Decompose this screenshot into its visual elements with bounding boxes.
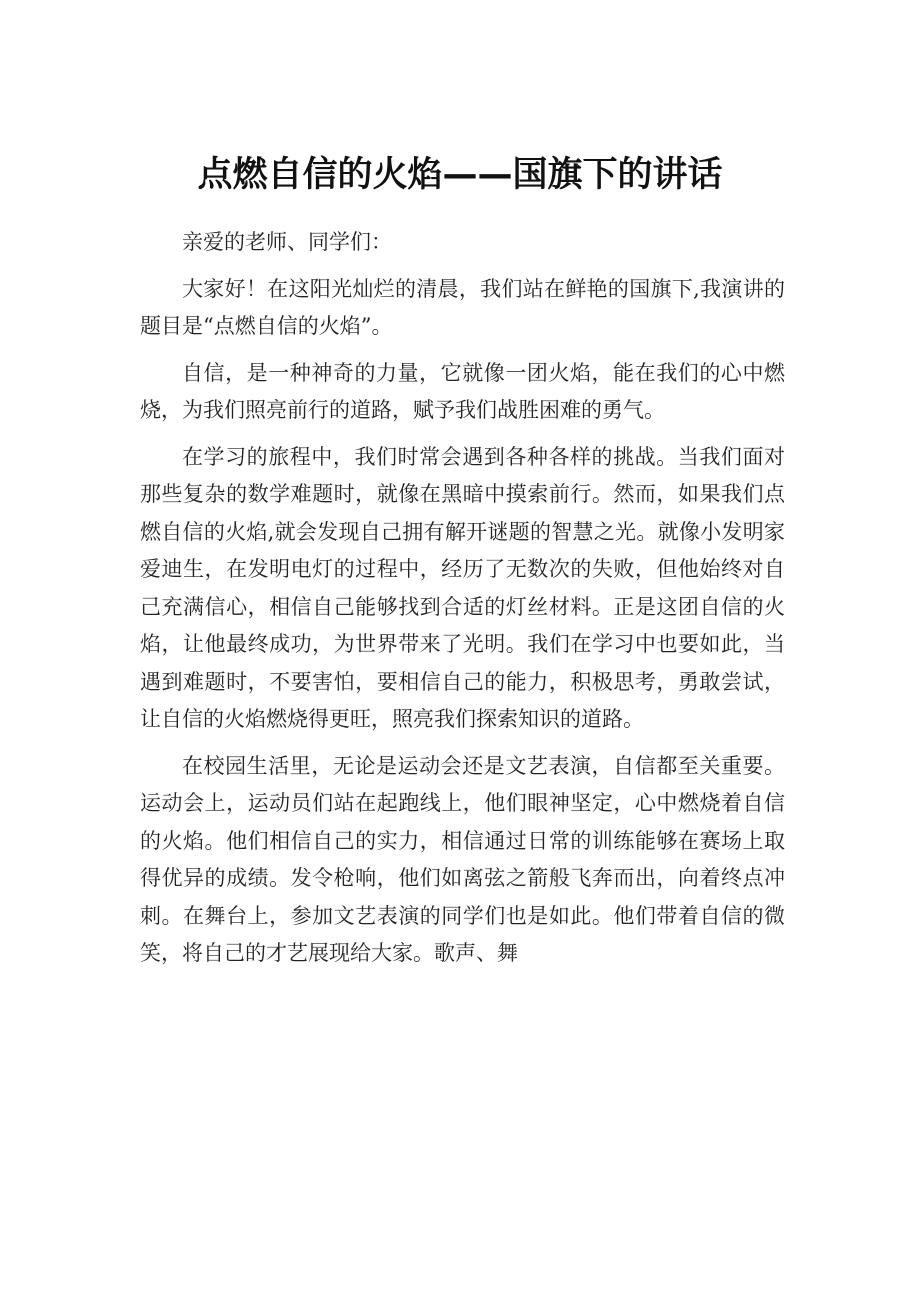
paragraph-opening: 大家好！在这阳光灿烂的清晨，我们站在鲜艳的国旗下,我演讲的题目是“点燃自信的火焰”。 [140, 276, 785, 338]
page-title: 点燃自信的火焰——国旗下的讲话 [197, 155, 723, 196]
paragraph-greeting: 亲爱的老师、同学们： [182, 230, 392, 254]
speech-body [140, 224, 785, 982]
paragraph-campus-life: 在校园生活里，无论是运动会还是文艺表演，自信都至关重要。运动会上，运动员们站在起跑线上，他们眼神坚定，心中燃烧着自信的火焰。他们相信自己的实力，相信通过日常的训练能够在赛场上取得优异的成绩。发令枪响，他们如离弦之箭般飞奔而出，向着终点冲刺。在舞台上，参加文艺表演的同学们也是如此。他们带着自信的微笑，将自己的才艺展现给大家。歌声、舞 [140, 753, 785, 965]
paragraph-study: 在学习的旅程中，我们时常会遇到各种各样的挑战。当我们面对那些复杂的数学难题时，就像在黑暗中摸索前行。然而，如果我们点燃自信的火焰,就会发现自己拥有解开谜题的智慧之光。就像小发明家爱迪生，在发明电灯的过程中，经历了无数次的失败，但他始终对自己充满信心，相信自己能够找到合适的灯丝材料。正是这团自信的火焰，让他最终成功，为世界带来了光明。我们在学习中也要如此，当遇到难题时，不要害怕，要相信自己的能力，积极思考，勇敢尝试，让自信的火焰燃烧得更旺，照亮我们探索知识的道路。 [140, 444, 785, 731]
paragraph-confidence: 自信，是一种神奇的力量，它就像一团火焰，能在我们的心中燃烧，为我们照亮前行的道路，赋予我们战胜困难的勇气。 [140, 360, 785, 422]
